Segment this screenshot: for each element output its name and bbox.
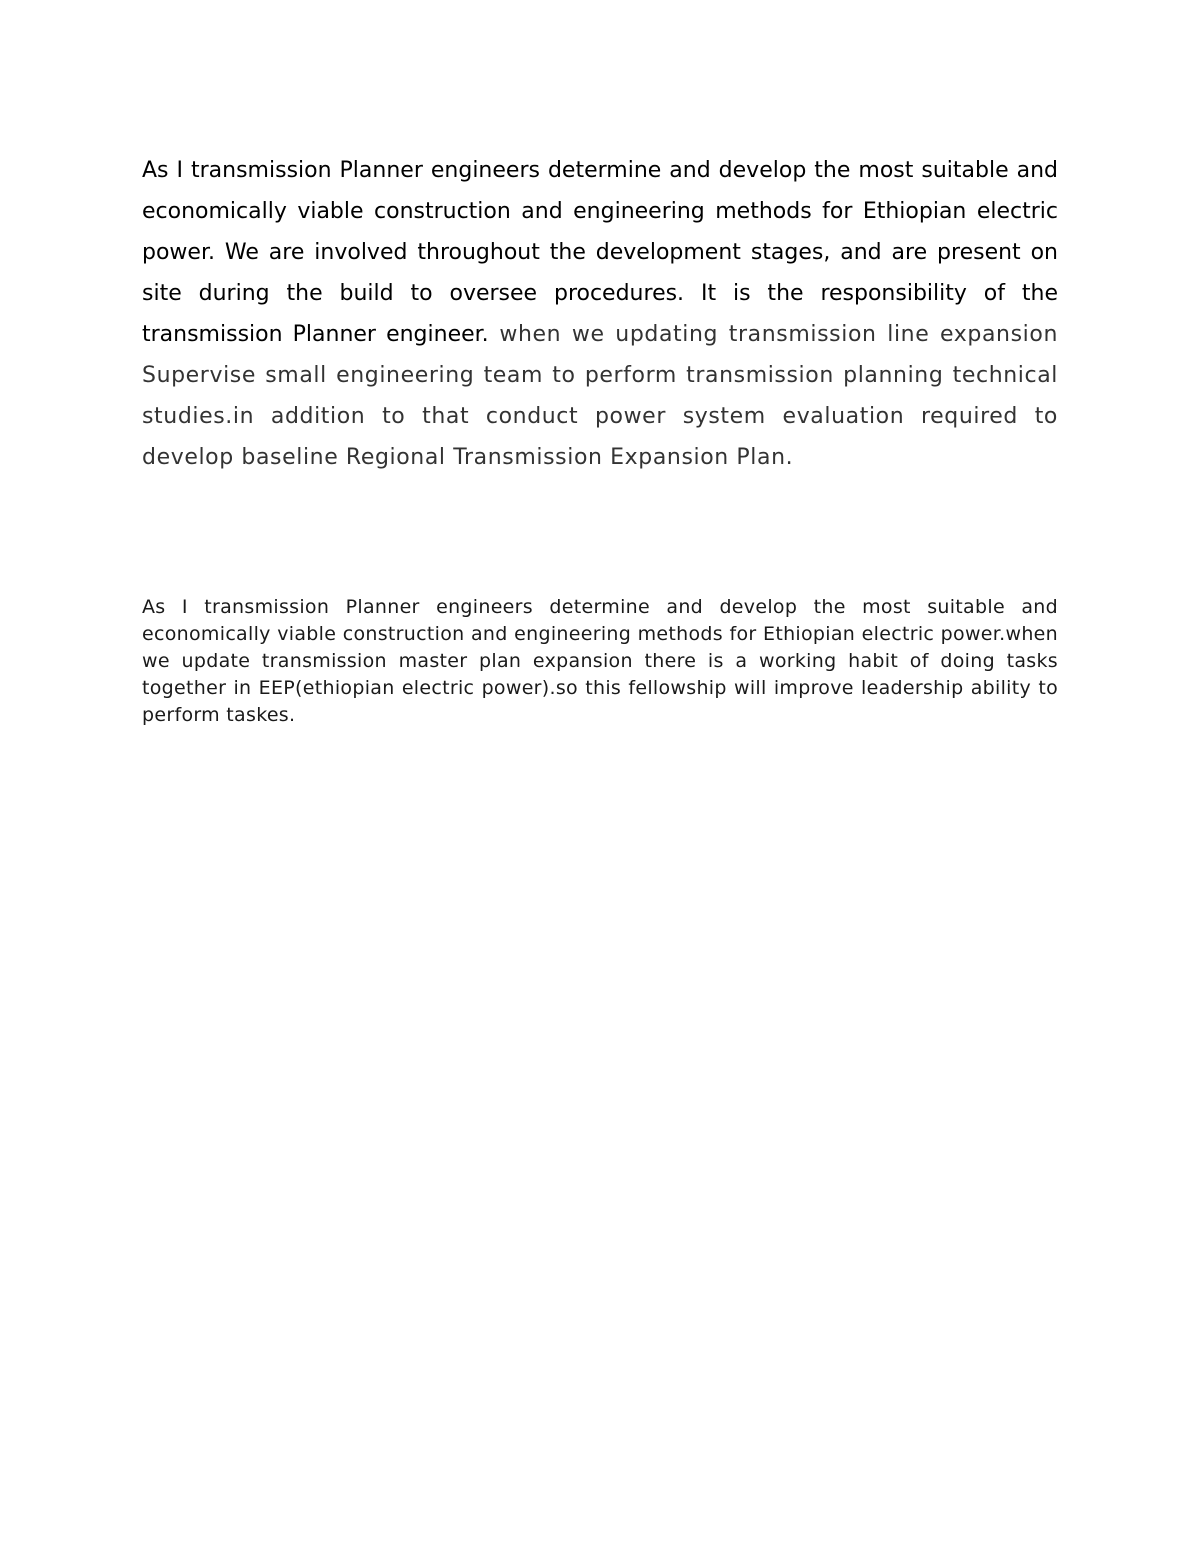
paragraph-2: As I transmission Planner engineers determine and develop the most suitable and economically viable construction and engineering methods for Ethiopian electric power.when we update transmission master plan expansion there is a working habit of doing tasks together in EEP(ethiopian electric power).so this fellowship will improve leadership ability to perform taskes.: [142, 596, 1058, 726]
paragraph-1-tail: when we updating transmission line expansion Supervise small engineering team to perform transmission planning technical studies.in addition to that conduct power system evaluation required to develop baseline Regional Transmission Expansion Plan.: [142, 322, 1058, 470]
paragraph-1: [142, 150, 1058, 478]
paragraph-1-lead: As I transmission Planner engineers determine and develop the most suitable and economically viable construction and engineering methods for Ethiopian electric power. We are involved throughout the development stages, and are present on site during the build to oversee procedures. It is the responsibility of the transmission Planner engineer.: [142, 158, 1058, 347]
